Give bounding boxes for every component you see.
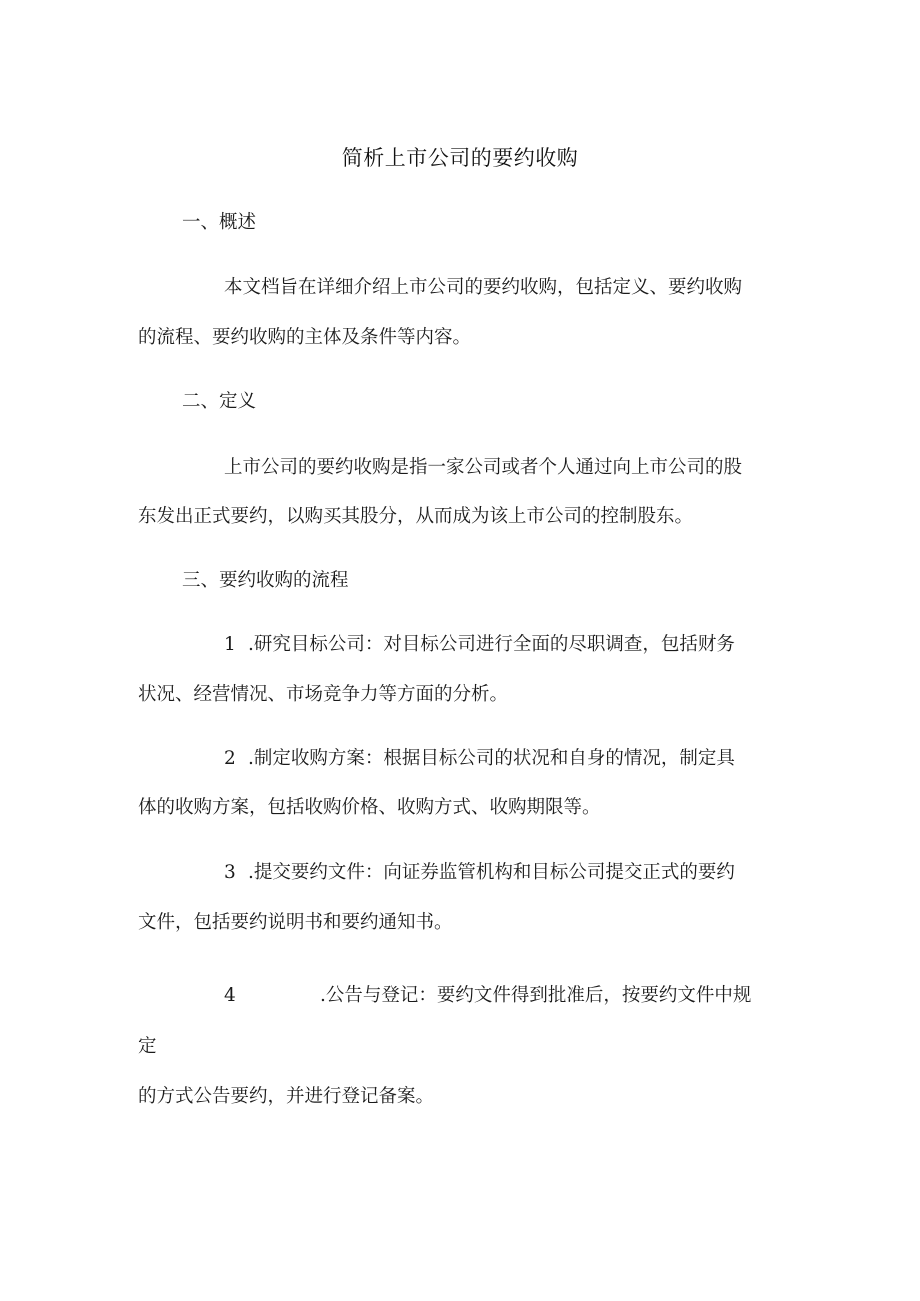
paragraph-line: 的流程、要约收购的主体及条件等内容。 [138, 327, 472, 348]
list-item-line: 状况、经营情况、市场竞争力等方面的分析。 [138, 684, 509, 705]
list-item-line: 文件，包括要约说明书和要约通知书。 [138, 912, 453, 933]
list-item-number: 1 [224, 634, 236, 655]
list-item-line: .公告与登记：要约文件得到批准后，按要约文件中规 [320, 985, 752, 1006]
list-item-line: .制定收购方案：根据目标公司的状况和自身的情况，制定具 [248, 748, 735, 769]
list-item-number: 2 [224, 748, 236, 769]
list-item-number: 3 [224, 862, 236, 883]
list-item-line: .提交要约文件：向证券监管机构和目标公司提交正式的要约 [248, 862, 735, 883]
paragraph-line: 上市公司的要约收购是指一家公司或者个人通过向上市公司的股 [224, 457, 743, 478]
paragraph-line: 本文档旨在详细介绍上市公司的要约收购，包括定义、要约收购 [224, 277, 743, 298]
list-item-line: .研究目标公司：对目标公司进行全面的尽职调查，包括财务 [248, 634, 735, 655]
list-item-number: 4 [224, 985, 236, 1006]
document-title: 简析上市公司的要约收购 [341, 146, 579, 170]
paragraph-line: 东发出正式要约，以购买其股分，从而成为该上市公司的控制股东。 [138, 506, 694, 527]
section-heading-definition: 二、定义 [182, 391, 257, 412]
list-item-line: 体的收购方案，包括收购价格、收购方式、收购期限等。 [138, 797, 601, 818]
list-item-line: 定 [138, 1036, 157, 1057]
section-heading-overview: 一、概述 [182, 212, 257, 233]
list-item-line: 的方式公告要约，并进行登记备案。 [138, 1086, 435, 1107]
section-heading-process: 三、要约收购的流程 [182, 570, 349, 591]
